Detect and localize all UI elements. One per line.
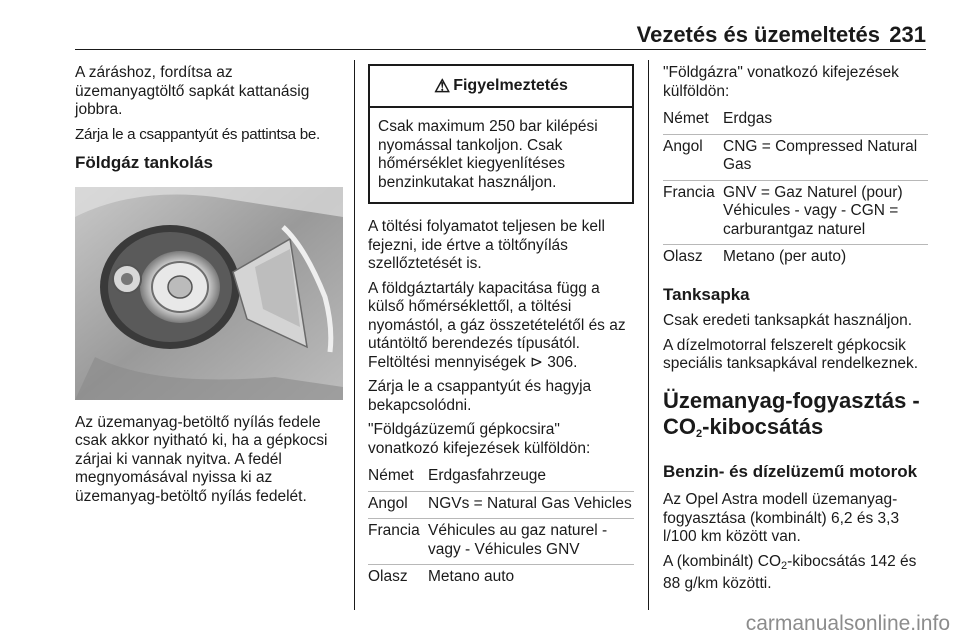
paragraph-diesel-cap: A dízelmotorral felszerelt gépkocsik speciális tanksapkával rendelkeznek. <box>663 336 919 372</box>
table-row <box>368 519 634 565</box>
paragraph-complete-fill: A töltési folyamatot teljesen be kell fejezni, ide értve a töltőnyílás szellőztetését is. <box>368 218 605 272</box>
table-row <box>663 107 928 134</box>
warning-title: Figyelmeztetés <box>453 76 568 94</box>
page-number: 231 <box>889 22 926 47</box>
paragraph-close-flap: Zárja le a csappantyút és pattintsa be. <box>75 125 320 143</box>
table-cell-term: Erdgas <box>723 107 928 134</box>
table-cell-term: Metano (per auto) <box>723 248 847 265</box>
table-cell-term: GNV = Gaz Naturel (pour) Véhicules - vagy - CGN = carburantgaz naturel <box>723 180 928 245</box>
table-cell-language: Olasz <box>663 248 703 265</box>
gas-terms-table <box>663 107 928 272</box>
table-row <box>368 565 634 592</box>
table-cell-term: Metano auto <box>428 568 515 585</box>
column-1 <box>75 64 343 512</box>
paragraph-tank-capacity: A földgáztartály kapacitása függ a külső hőmérséklettől, a töltési nyomástól, a gáz összetételétől és az utántöltő berendezés típusától. Feltöltési mennyiségek ⊳ 306. <box>368 279 626 371</box>
warning-box <box>368 64 634 204</box>
table-cell-term: Véhicules au gaz naturel - vagy - Véhicules GNV <box>428 519 634 565</box>
table-row <box>663 245 928 272</box>
table-cell-language: Olasz <box>368 568 408 585</box>
table-cell-term: CNG = Compressed Natural Gas <box>723 134 928 180</box>
table-row <box>368 491 634 519</box>
section-title-consumption: Üzemanyag-fogyasztás - $CO_2$-kibocsátás <box>663 387 920 440</box>
warning-triangle-icon: ⚠ <box>434 75 451 96</box>
paragraph-close-cap: A záráshoz, fordítsa az üzemanyagtöltő sapkát kattanásig jobbra. <box>75 64 310 118</box>
table-cell-language: Francia <box>663 180 723 245</box>
paragraph-fuel-door-info: Az üzemanyag-betöltő nyílás fedele csak akkor nyitható ki, ha a gépkocsi zárjai ki vannak nyitva. A fedél megnyomásával nyissa ki az üzemanyag-betöltő nyílás fedelét. <box>75 413 328 505</box>
paragraph-close-flap-engage: Zárja le a csappantyút és hagyja bekapcsolódni. <box>368 378 592 414</box>
column-divider-right <box>648 60 649 610</box>
warning-text: Csak maximum 250 bar kilépési nyomással tankoljon. Csak hőmérséklet kiegyenlítéses benzinkutakat használjon. <box>378 118 598 191</box>
heading-fuel-cap: Tanksapka <box>663 284 750 304</box>
warning-header <box>370 66 632 108</box>
page-header-title: Vezetés és üzemeltetés <box>636 22 880 47</box>
table-cell-language: Német <box>663 107 723 134</box>
heading-cng-refuelling: Földgáz tankolás <box>75 153 213 172</box>
vehicle-terms-table <box>368 464 634 592</box>
column-3 <box>663 64 928 600</box>
paragraph-co2-range: A (kombinált) $CO_2$-kibocsátás 142 és 88 g/km közötti. <box>663 552 917 592</box>
table-row <box>663 134 928 180</box>
paragraph-terms-vehicle: "Földgázüzemű gépkocsira" vonatkozó kifejezések külföldön: <box>368 421 591 457</box>
paragraph-original-cap: Csak eredeti tanksapkát használjon. <box>663 312 913 329</box>
table-row <box>663 180 928 245</box>
table-row <box>368 464 634 491</box>
page-reference-arrow-icon[interactable]: ⊳ <box>529 353 543 371</box>
column-divider-left <box>354 60 355 610</box>
table-cell-language: Angol <box>663 134 723 180</box>
fuel-filler-photo <box>75 187 343 400</box>
paragraph-consumption-range: Az Opel Astra modell üzemanyag-fogyasztása (kombinált) 6,2 és 3,3 l/100 km között van. <box>663 491 900 545</box>
header-rule <box>75 49 926 50</box>
column-2 <box>368 64 634 598</box>
table-cell-term: NGVs = Natural Gas Vehicles <box>428 491 634 519</box>
table-cell-term: Erdgasfahrzeuge <box>428 464 634 491</box>
table-cell-language: Angol <box>368 491 428 519</box>
watermark-text: carmanualsonline.info <box>745 612 950 635</box>
table-cell-language: Francia <box>368 519 428 565</box>
table-cell-language: Német <box>368 464 428 491</box>
paragraph-terms-gas: "Földgázra" vonatkozó kifejezések külföldön: <box>663 64 899 100</box>
subheading-petrol-diesel: Benzin- és dízelüzemű motorok <box>663 461 918 481</box>
